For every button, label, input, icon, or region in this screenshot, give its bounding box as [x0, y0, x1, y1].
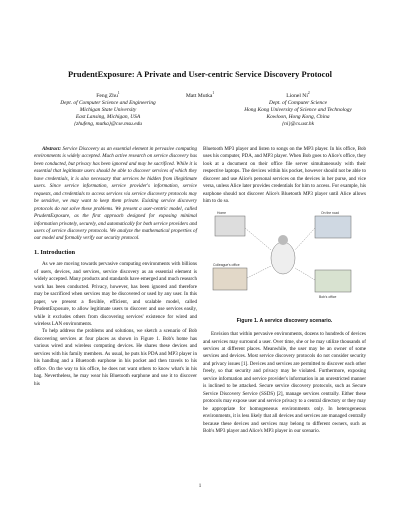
author-block-1: Feng Zhu$^1$ Dept. of Computer Science and Engineering Michigan State University East Lansing, Michigan, USA {zhufeng, mutka}@cse.msu.edu — [48, 90, 168, 128]
bob-figure — [271, 242, 295, 274]
author-block-2: Matt Mutka$^1$ — [185, 91, 215, 99]
author-name: Lionel Ni — [286, 92, 308, 99]
paragraph: Bluetooth MP3 player and listen to songs on the MP3 player. In his office, Bob uses his computer, PDA, and MP3 player. When Bob goes to Alice's office, they look at a document on their office file server simultaneously with their respective laptops. The devices within his pocket, however should not be able to discover and use Alice's personal services on the devices in her purse, and vice versa, unless Alice later provides credentials for him to access. For example, his earphone should not discover Alice's Bluetooth MP3 player until Alice allows him to do so. — [203, 146, 366, 205]
right-column — [203, 146, 366, 435]
author-affiliation: East Lansing, Michigan, USA — [75, 113, 141, 120]
colleague-office-image — [213, 268, 247, 290]
bob-office-image — [315, 270, 351, 292]
arrow-road — [295, 228, 315, 250]
figure-label-bob-office: Bob's office — [319, 294, 337, 299]
author-block-3: Lionel Ni$^2$ Dept. of Computer Science Hong Kong University of Science and Technology Kowloon, Hong Kong, China {ni}@cs.ust.hk — [222, 90, 374, 128]
author-affiliation: Hong Kong University of Science and Technology — [244, 106, 352, 113]
arrow-home — [245, 228, 271, 250]
home-image — [215, 216, 245, 236]
author-email: {ni}@cs.ust.hk — [281, 120, 315, 127]
bob-head — [278, 235, 288, 245]
author-email: {zhufeng, mutka}@cse.msu.edu — [74, 120, 142, 127]
paragraph: To help address the problems and solutions, we sketch a scenario of Bob discovering services at four places as shown in Figure 1. Bob's home has various wired and wireless computing devices. He shares these devices and services with his family members. As usual, he puts his PDA and MP3 player in his handbag and a Bluetooth earphone in his pocket and then travels to his office. On the way to his office, he does not want others to know what's in his bag. Nevertheless, he may wear his Bluetooth earphone and use it to discover his — [34, 328, 197, 387]
author-name: Feng Zhu — [96, 92, 118, 99]
road-image — [315, 216, 351, 238]
figure-label-colleague: Colleague's office — [213, 262, 240, 267]
left-column — [34, 146, 197, 388]
figure-label-road: On the road — [321, 210, 339, 215]
abstract: Abstract: Service Discovery as an essential element in pervasive computing environments is widely accepted. Much active research on service discovery has been conducted, but privacy has been ignored and may be sacrificed. While it is essential that legitimate users should be able to discover services of which they have credentials, it is also necessary that services be hidden from illegitimate users. Since service information, service provider's information, service requests, and credentials to access services via service discovery protocols may be sensitive, we may want to keep them private. Existing service discovery protocols do not solve these problems. We present a user-centric model, called PrudentExposure, as the first approach designed for exposing minimal information privately, securely, and automatically for both service providers and users of service discovery protocols. We analyze the mathematical properties of our model and formally verify our security protocol. — [34, 146, 197, 242]
paragraph: Envision that within pervasive environments, dozens to hundreds of devices and services may surround a user. Over time, she or he may utilize thousands of services at different places. Meanwhile, the user may be an owner of some services and devices. Most service discovery protocols do not consider security and privacy issues [1]. Devices and services are permitted to discover each other freely, so that security and privacy may be violated. Furthermore, exposing service information and service provider's information in an unrestricted manner is inclined to be attacked. Secure service discovery protocols, such as Secure Service Discovery Service (SSDS) [2], manage services centrally. Either these protocols may expose user and service privacy to a central directory or they may be appropriate for homogeneous environments only. In heterogeneous environments, it is less likely that all devices and services are managed centrally because these devices and services may belong to different owners, such as Bob's MP3 player and Alice's MP3 player in our scenario. — [203, 331, 366, 434]
paper-title: PrudentExposure: A Private and User-centric Service Discovery Protocol — [67, 70, 333, 79]
author-affiliation: Dept. of Computer Science and Engineering — [60, 99, 156, 106]
author-affiliation: Michigan State University — [79, 106, 137, 113]
section-heading: 1. Introduction — [34, 248, 76, 256]
paragraph: As we are moving towards pervasive computing environments with billions of users, devices, and services, service discovery as an essential element is widely accepted. Many products and standards have emerged and much research work has been conducted. Privacy, however, has been ignored and therefore may be sacrificed when services may be discovered or used by any user. In this paper, we present a flexible, efficient, and scalable model, called PrudentExposure, to allow legitimate users to discover and use services easily, while it excludes others from discovering services' existence for wired and wireless LAN environments. — [34, 261, 197, 327]
author-affiliation: Kowloon, Hong Kong, China — [266, 113, 330, 120]
arrow-colleague — [247, 266, 271, 278]
figure-caption: Figure 1. A service discovery scenario. — [236, 317, 333, 324]
figure-1 — [203, 210, 366, 314]
figure-label-home: Home — [217, 210, 227, 215]
arrow-office — [295, 268, 315, 280]
author-affiliation: Dept. of Computer Science — [268, 99, 328, 106]
page-number: 1 — [198, 484, 202, 489]
author-name: Matt Mutka — [185, 92, 213, 99]
